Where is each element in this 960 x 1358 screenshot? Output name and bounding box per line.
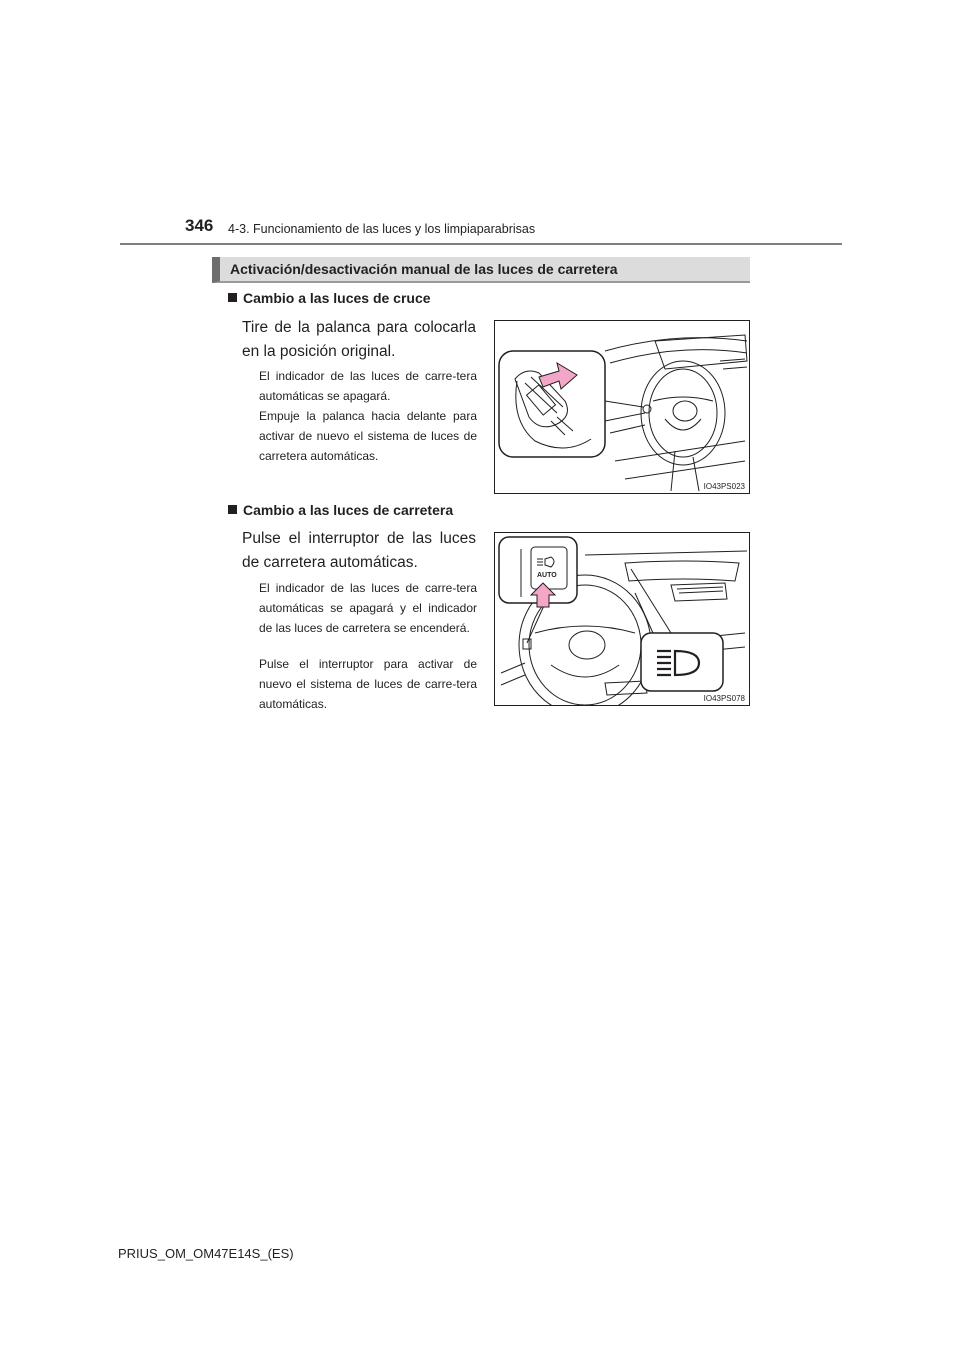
note-high-beam-1: El indicador de las luces de carre-tera automáticas se apagará y el indicador de las luces de carretera se encenderá. [259,581,477,635]
instruction-low-beam: Tire de la palanca para colocarla en la posición original. [242,319,476,360]
note-high-beam-2: Pulse el interruptor para activar de nuevo el sistema de luces de carre-tera automáticas. [259,657,477,711]
figure-auto-switch [494,532,750,706]
figure-code: IO43PS078 [703,694,745,703]
figure-code: IO43PS023 [703,482,745,491]
auto-switch-label: AUTO [537,572,557,579]
note-low-beam-2: Empuje la palanca hacia delante para activar de nuevo el sistema de luces de carretera automáticas. [259,409,477,463]
square-bullet-icon [228,293,237,302]
section-heading-bar [212,257,750,283]
note-low-beam-1: El indicador de las luces de carre-tera automáticas se apagará. [259,369,477,403]
figure-lever-pull [494,320,750,494]
subheading-low-beam: Cambio a las luces de cruce [228,290,431,306]
footer-document-id: PRIUS_OM_OM47E14S_(ES) [118,1246,294,1261]
subheading-high-beam: Cambio a las luces de carretera [228,502,453,518]
square-bullet-icon [228,505,237,514]
section-title: Activación/desactivación manual de las luces de carretera [230,261,618,277]
chapter-title: 4-3. Funcionamiento de las luces y los limpiaparabrisas [228,222,536,236]
page-number: 346 [185,216,214,235]
instruction-high-beam: Pulse el interruptor de las luces de carretera automáticas. [242,530,476,571]
dashboard-illustration [495,533,749,705]
lever-illustration [495,321,749,493]
header-rule [120,243,842,245]
